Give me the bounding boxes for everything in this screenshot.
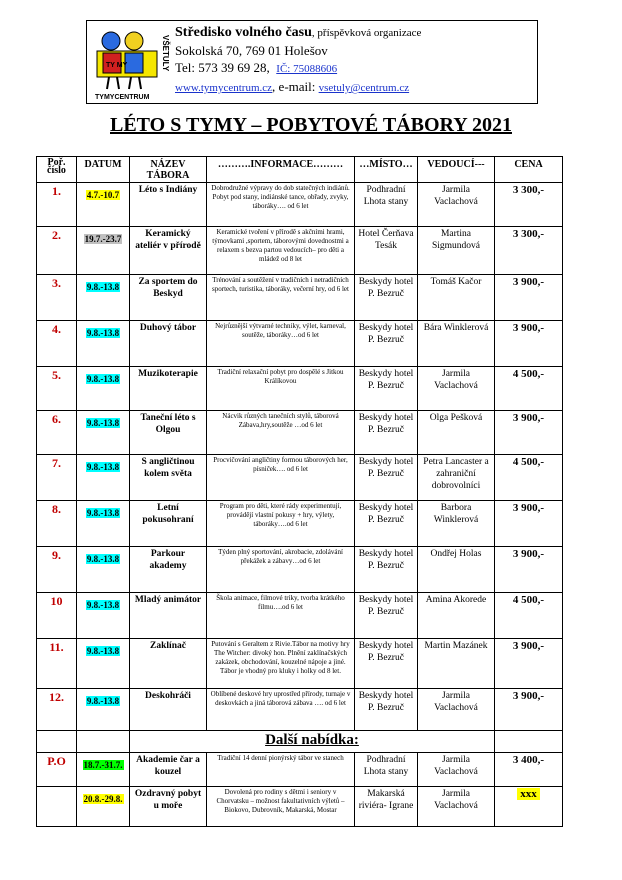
email-link[interactable]: vsetuly@centrum.cz — [318, 82, 410, 94]
camp-name: Akademie čar a kouzel — [130, 753, 207, 787]
row-number: P.O — [37, 753, 77, 787]
column-header-place: …MÍSTO… — [355, 157, 418, 183]
camp-leader: Jarmila Vaclachová — [418, 753, 495, 787]
camp-place: Beskydy hotel P. Bezruč — [355, 547, 418, 593]
camp-price: 3 300,- — [495, 183, 563, 227]
camp-info: Tradiční relaxační pobyt pro dospělé s Jitkou Králíkovou — [207, 367, 355, 411]
camp-leader: Amina Akorede — [418, 593, 495, 639]
camp-price: 3 400,- — [495, 753, 563, 787]
camp-info: Nejrůznější výtvarné techniky, výlet, karneval, soutěže, táboráky…od 6 let — [207, 321, 355, 367]
camp-date: 20.8.-29.8. — [83, 794, 123, 804]
logo-text-top: TY MY — [106, 62, 128, 69]
camp-leader: Petra Lancaster a zahraniční dobrovolníci — [418, 455, 495, 501]
camp-date: 9.8.-13.8 — [86, 554, 120, 564]
camp-date-cell — [77, 689, 130, 731]
section-empty-cell — [37, 731, 77, 753]
camp-name: Léto s Indiány — [130, 183, 207, 227]
column-header-date: DATUM — [77, 157, 130, 183]
camp-date-cell — [77, 275, 130, 321]
camp-info: Nácvik různých tanečních stylů, táborová Zábava,hry,soutěže …od 6 let — [207, 411, 355, 455]
section-empty-cell — [77, 731, 130, 753]
camp-date: 9.8.-13.8 — [86, 462, 120, 472]
camp-date-cell — [77, 227, 130, 275]
org-ic-link[interactable]: IČ: 75088606 — [276, 63, 338, 75]
section-title: Další nabídka: — [130, 731, 495, 753]
camp-row — [37, 501, 563, 547]
camp-info: Dobrodružné výpravy do dob statečných indiánů. Pobyt pod stany, indiánské tance, obřady, zvyky, táboráky…. od 6 let — [207, 183, 355, 227]
row-number: 3. — [37, 275, 77, 321]
camp-leader: Martina Sigmundová — [418, 227, 495, 275]
camp-leader: Martin Mazánek — [418, 639, 495, 689]
camp-name: Duhový tábor — [130, 321, 207, 367]
camp-price: 3 900,- — [495, 689, 563, 731]
camp-info: Dovolená pro rodiny s dětmi i seniory v Chorvatsku – možnost fakultativních výletů – Biokovo, Dubrovník, Makarská, Mostar — [207, 787, 355, 827]
org-name: Středisko volného času — [175, 25, 312, 40]
section-row — [37, 731, 563, 753]
camp-date-cell — [77, 639, 130, 689]
camp-name: Muzikoterapie — [130, 367, 207, 411]
section-empty-cell — [495, 731, 563, 753]
column-header-leader: VEDOUCÍ--- — [418, 157, 495, 183]
camp-date: 9.8.-13.8 — [86, 600, 120, 610]
column-header-info: ……….INFORMACE……… — [207, 157, 355, 183]
camp-price: 3 900,- — [495, 321, 563, 367]
camp-info: Program pro děti, které rády experimentují, provádějí vlastní pokusy + hry, výlety, táboráky….od 6 let — [207, 501, 355, 547]
column-header-num: Poř. číslo — [37, 157, 77, 183]
row-number: 9. — [37, 547, 77, 593]
camp-place: Beskydy hotel P. Bezruč — [355, 501, 418, 547]
camp-name: Parkour akademy — [130, 547, 207, 593]
camp-place: Beskydy hotel P. Bezruč — [355, 593, 418, 639]
camp-leader: Bára Winklerová — [418, 321, 495, 367]
camp-date-cell — [77, 593, 130, 639]
camp-date-cell — [77, 367, 130, 411]
camp-date: 9.8.-13.8 — [86, 328, 120, 338]
row-number: 12. — [37, 689, 77, 731]
camp-place: Podhradní Lhota stany — [355, 183, 418, 227]
camp-price: 3 900,- — [495, 275, 563, 321]
camp-date: 9.8.-13.8 — [86, 696, 120, 706]
org-address: Sokolská 70, 769 01 Holešov — [175, 43, 328, 58]
camp-row — [37, 183, 563, 227]
camp-place: Hotel Čerňava Tesák — [355, 227, 418, 275]
camp-place: Beskydy hotel P. Bezruč — [355, 275, 418, 321]
row-number: 5. — [37, 367, 77, 411]
logo-text-side: VŠETULY — [161, 35, 170, 72]
camp-leader: Olga Pešková — [418, 411, 495, 455]
row-number: 1. — [37, 183, 77, 227]
camp-name: Keramický ateliér v přírodě — [130, 227, 207, 275]
row-number: 10 — [37, 593, 77, 639]
camp-price: 3 900,- — [495, 501, 563, 547]
camp-price: 3 900,- — [495, 639, 563, 689]
camps-table — [36, 156, 563, 827]
camp-leader: Jarmila Vaclachová — [418, 183, 495, 227]
camp-row — [37, 639, 563, 689]
tymycentrum-logo — [87, 21, 169, 103]
camp-leader: Ondřej Holas — [418, 547, 495, 593]
camp-info: Putování s Geraltem z Rivie.Tábor na motivy hry The Witcher: divoký hon. Plnění zaklínačských zakázek, obchodování, kouzelné nápoje a jiné. Tábor je vhodný pro kluky i holky od 8 let. — [207, 639, 355, 689]
org-phone: Tel: 573 39 69 28, — [175, 60, 270, 75]
row-number — [37, 787, 77, 827]
camp-date-cell — [77, 411, 130, 455]
camp-name: Zaklínač — [130, 639, 207, 689]
camp-info: Tradiční 14 denní pionýrský tábor ve stanech — [207, 753, 355, 787]
camp-date-cell — [77, 501, 130, 547]
camp-price: 3 900,- — [495, 411, 563, 455]
camp-info: Oblíbené deskové hry uprostřed přírody, turnaje v deskovkách a jiná táborová zábava …. od 6 let — [207, 689, 355, 731]
camp-name: Ozdravný pobyt u moře — [130, 787, 207, 827]
organization-header — [86, 20, 538, 104]
row-number: 2. — [37, 227, 77, 275]
camp-price: 4 500,- — [495, 455, 563, 501]
camp-place: Beskydy hotel P. Bezruč — [355, 321, 418, 367]
table-header-row — [37, 157, 563, 183]
camp-name: Letní pokusohraní — [130, 501, 207, 547]
organization-info — [175, 23, 535, 97]
camp-date-cell — [77, 321, 130, 367]
logo-text-bottom: TYMYCENTRUM — [95, 94, 150, 101]
camp-info: Trénování a soutěžení v tradičních i netradičních sportech, turistika, táboráky, večerní hry, od 6 let — [207, 275, 355, 321]
camp-info: Procvičování angličtiny formou táborových her, písniček…. od 6 let — [207, 455, 355, 501]
camp-row — [37, 321, 563, 367]
camp-price: 4 500,- — [495, 367, 563, 411]
camp-leader: Jarmila Vaclachová — [418, 367, 495, 411]
extra-offer-row — [37, 753, 563, 787]
camp-row — [37, 275, 563, 321]
camp-leader: Jarmila Vaclachová — [418, 689, 495, 731]
website-link[interactable]: www.tymycentrum.cz — [175, 82, 273, 94]
camp-date: 9.8.-13.8 — [86, 418, 120, 428]
camp-date-cell — [77, 455, 130, 501]
camp-date: 18.7.-31.7. — [83, 760, 123, 770]
camp-date: 4.7.-10.7 — [86, 190, 120, 200]
camp-price: 4 500,- — [495, 593, 563, 639]
row-number: 4. — [37, 321, 77, 367]
camp-place: Podhradní Lhota stany — [355, 753, 418, 787]
org-type: , příspěvková organizace — [311, 27, 422, 39]
column-header-price: CENA — [495, 157, 563, 183]
camp-date: 9.8.-13.8 — [86, 282, 120, 292]
camp-info: Škola animace, filmové triky, tvorba krátkého filmu….od 6 let — [207, 593, 355, 639]
camp-row — [37, 411, 563, 455]
camp-row — [37, 547, 563, 593]
camp-leader: Jarmila Vaclachová — [418, 787, 495, 827]
camp-date-cell — [77, 183, 130, 227]
camp-info: Týden plný sportování, akrobacie, zdolávání překážek a zábavy…od 6 let — [207, 547, 355, 593]
camp-place: Beskydy hotel P. Bezruč — [355, 411, 418, 455]
camp-date: 19.7.-23.7 — [84, 234, 122, 244]
camp-place: Beskydy hotel P. Bezruč — [355, 689, 418, 731]
camp-leader: Tomáš Kačor — [418, 275, 495, 321]
camp-name: Mladý animátor — [130, 593, 207, 639]
row-number: 6. — [37, 411, 77, 455]
camp-leader: Barbora Winklerová — [418, 501, 495, 547]
camp-row — [37, 689, 563, 731]
camp-name: Deskohráči — [130, 689, 207, 731]
extra-offer-row — [37, 787, 563, 827]
camp-date-cell — [77, 753, 130, 787]
camp-place: Makarská riviéra- Igrane — [355, 787, 418, 827]
camp-name: S angličtinou kolem světa — [130, 455, 207, 501]
camp-place: Beskydy hotel P. Bezruč — [355, 367, 418, 411]
column-header-name: NÁZEV TÁBORA — [130, 157, 207, 183]
camp-price: 3 300,- — [495, 227, 563, 275]
camp-row — [37, 367, 563, 411]
page-title: LÉTO S TYMY – POBYTOVÉ TÁBORY 2021 — [110, 114, 512, 136]
camp-price: 3 900,- — [495, 547, 563, 593]
camp-row — [37, 455, 563, 501]
camp-date-cell — [77, 787, 130, 827]
camp-price-cell — [495, 787, 563, 827]
camp-place: Beskydy hotel P. Bezruč — [355, 639, 418, 689]
camp-date: 9.8.-13.8 — [86, 508, 120, 518]
email-label: , e-mail: — [272, 79, 316, 94]
camp-date: 9.8.-13.8 — [86, 374, 120, 384]
camp-price: xxx — [517, 788, 540, 800]
camp-row — [37, 227, 563, 275]
row-number: 11. — [37, 639, 77, 689]
camp-date: 9.8.-13.8 — [86, 646, 120, 656]
camp-info: Keramické tvoření v přírodě s akčními hrami, týmovkami ,sportem, táborovými dovednostmi a relaxem s bezva partou vedoucích– pro děti a mládež od 8 let — [207, 227, 355, 275]
camp-name: Za sportem do Beskyd — [130, 275, 207, 321]
camp-name: Taneční léto s Olgou — [130, 411, 207, 455]
row-number: 7. — [37, 455, 77, 501]
camp-row — [37, 593, 563, 639]
row-number: 8. — [37, 501, 77, 547]
camp-place: Beskydy hotel P. Bezruč — [355, 455, 418, 501]
camp-date-cell — [77, 547, 130, 593]
